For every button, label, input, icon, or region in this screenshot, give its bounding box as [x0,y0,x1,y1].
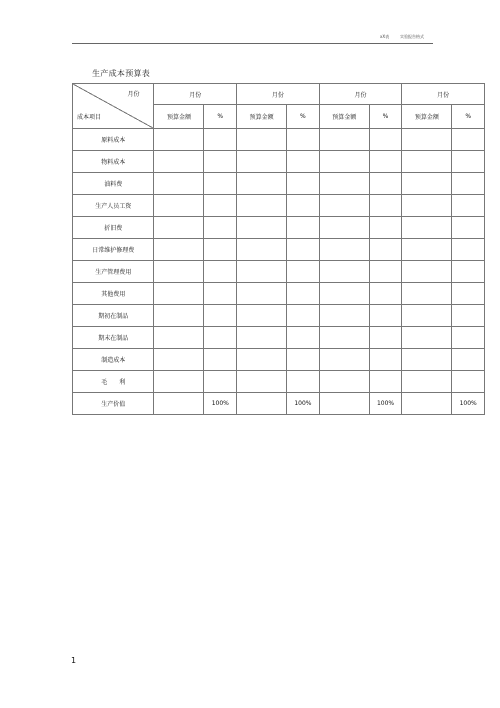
cell [204,173,237,195]
month-header-2: 月份 [237,84,320,105]
cell [287,327,320,349]
cell [204,129,237,151]
cell [287,261,320,283]
cell [154,129,204,151]
cell [204,327,237,349]
month-header-1: 月份 [154,84,237,105]
cell [452,305,485,327]
cell [237,261,287,283]
cell [237,327,287,349]
total-percent: 100% [204,393,237,415]
cell [452,239,485,261]
cell [319,129,369,151]
diagonal-header-cell [73,84,154,129]
row-label: 物料成本 [73,151,154,173]
cell [319,173,369,195]
row-label: 毛 利 [73,371,154,393]
cell [237,195,287,217]
cell [204,261,237,283]
cell [237,393,287,415]
cell [369,327,402,349]
cell [287,239,320,261]
cell [287,349,320,371]
cell [402,151,452,173]
cell [452,371,485,393]
table-row [73,261,485,283]
cell [402,283,452,305]
row-label: 制造成本 [73,349,154,371]
cell [287,129,320,151]
cell [452,283,485,305]
total-percent: 100% [452,393,485,415]
budget-amount-header: 预算金额 [402,105,452,129]
table-row [73,327,485,349]
cell [402,327,452,349]
row-label: 生产管理费用 [73,261,154,283]
cell [369,261,402,283]
table-row [73,217,485,239]
cell [402,173,452,195]
cell [237,239,287,261]
cell [204,349,237,371]
cell [237,173,287,195]
cell [369,195,402,217]
cell [204,283,237,305]
cell [369,129,402,151]
cell [154,371,204,393]
cell [237,217,287,239]
cell [204,305,237,327]
cell [452,173,485,195]
percent-header: % [204,105,237,129]
budget-table [72,83,485,415]
cell [287,371,320,393]
cell [452,327,485,349]
cell [452,261,485,283]
cell [154,261,204,283]
cell [204,195,237,217]
table-row [73,305,485,327]
cell [154,283,204,305]
cell [402,261,452,283]
cell [402,305,452,327]
table-row [73,393,485,415]
cell [369,151,402,173]
row-label: 期初在制品 [73,305,154,327]
cell [154,305,204,327]
total-percent: 100% [369,393,402,415]
page-number: 1 [71,656,77,665]
cell [204,151,237,173]
cell [287,151,320,173]
row-label: 油料费 [73,173,154,195]
cell [402,349,452,371]
cell [319,261,369,283]
budget-amount-header: 预算金额 [154,105,204,129]
cell [402,195,452,217]
corner-month-label: 月份 [127,91,140,98]
cell [369,349,402,371]
corner-cost-item-label: 成本项目 [77,114,102,121]
cell [319,327,369,349]
cell [319,283,369,305]
cell [402,371,452,393]
cell [319,239,369,261]
table-row [73,129,485,151]
cell [402,393,452,415]
cell [154,151,204,173]
cell [402,239,452,261]
cell [204,371,237,393]
cell [154,173,204,195]
table-row [73,283,485,305]
cell [452,129,485,151]
cell [319,393,369,415]
header-right-text: 实验报告格式 [400,34,424,39]
cell [154,349,204,371]
cell [154,239,204,261]
cell [154,195,204,217]
cell [319,195,369,217]
cell [452,217,485,239]
header-rule [72,43,433,44]
cell [154,217,204,239]
row-label: 期末在制品 [73,327,154,349]
row-label: 折旧费 [73,217,154,239]
cell [452,195,485,217]
cell [287,283,320,305]
row-label: 原料成本 [73,129,154,151]
table-row [73,349,485,371]
cell [402,217,452,239]
month-header-4: 月份 [402,84,485,105]
cell [452,349,485,371]
cell [237,349,287,371]
cell [154,327,204,349]
cell [204,217,237,239]
cell [287,217,320,239]
row-label: 生产人员工资 [73,195,154,217]
percent-header: % [452,105,485,129]
table-row [73,151,485,173]
cell [287,305,320,327]
cell [369,371,402,393]
budget-amount-header: 预算金额 [319,105,369,129]
total-percent: 100% [287,393,320,415]
cell [287,173,320,195]
cell [237,371,287,393]
percent-header: % [287,105,320,129]
table-row [73,173,485,195]
row-label: 其他费用 [73,283,154,305]
cell [369,217,402,239]
cell [452,151,485,173]
table-row [73,371,485,393]
cell [319,151,369,173]
cell [237,129,287,151]
cell [369,239,402,261]
cell [402,129,452,151]
row-label: 日常维护修理费 [73,239,154,261]
month-header-3: 月份 [319,84,402,105]
cell [204,239,237,261]
percent-header: % [369,105,402,129]
cell [237,151,287,173]
page-title: 生产成本预算表 [92,69,151,78]
cell [369,305,402,327]
cell [287,195,320,217]
cell [319,217,369,239]
table-row [73,239,485,261]
row-label: 生产价值 [73,393,154,415]
cell [369,173,402,195]
cell [154,393,204,415]
cell [237,283,287,305]
header-left-text: xX表 [380,34,390,39]
cell [369,283,402,305]
cell [237,305,287,327]
cell [319,371,369,393]
budget-amount-header: 预算金额 [237,105,287,129]
cell [319,349,369,371]
cell [319,305,369,327]
table-row [73,195,485,217]
